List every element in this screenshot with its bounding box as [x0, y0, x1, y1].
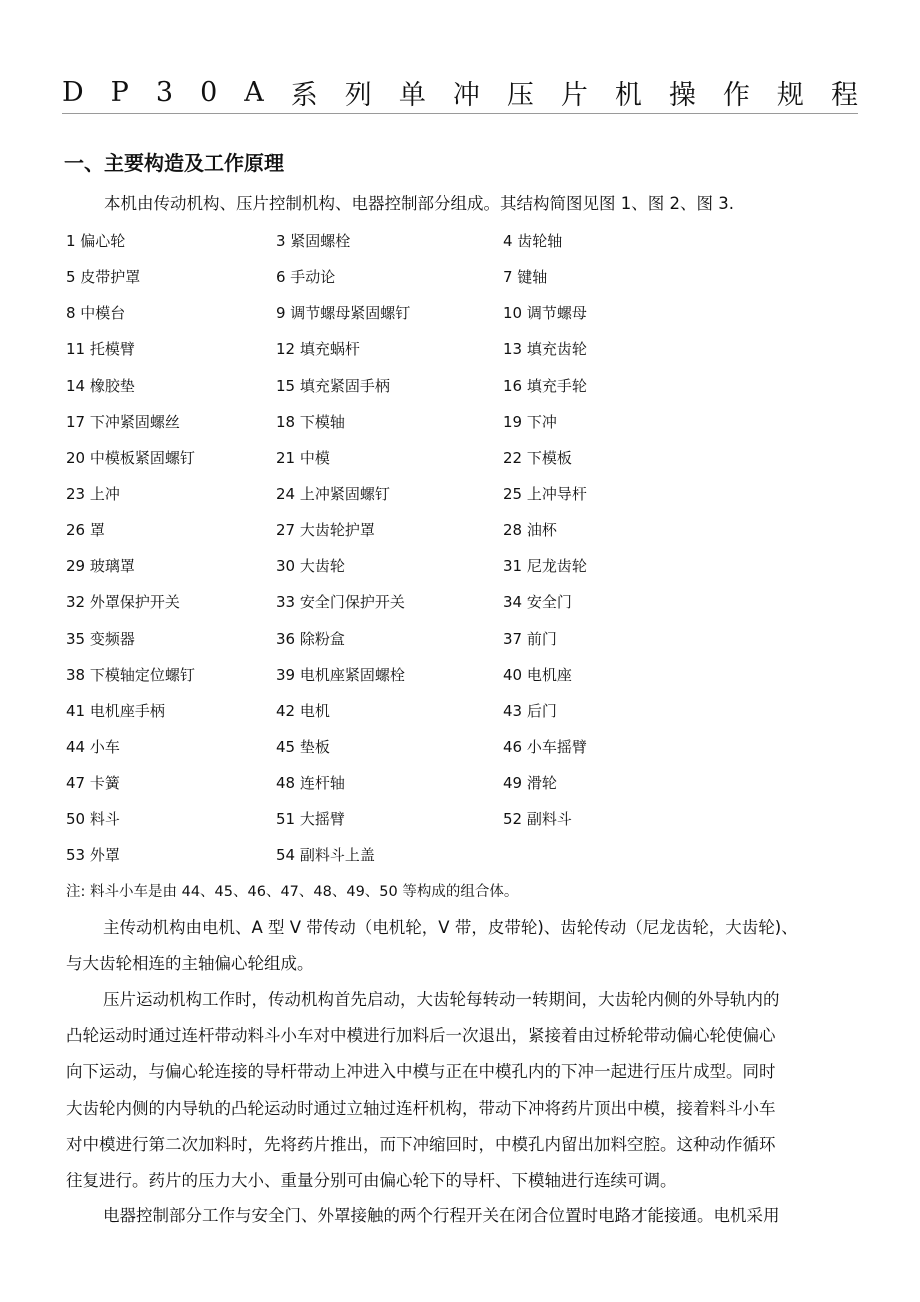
part-item: 9 调节螺母紧固螺钉 — [276, 304, 411, 323]
title-char: 作 — [722, 79, 750, 111]
part-item: 22 下模板 — [503, 448, 572, 467]
part-item: 34 安全门 — [503, 593, 572, 612]
title-char: P — [110, 76, 129, 108]
part-item: 12 填充蜗杆 — [276, 340, 360, 359]
part-item: 24 上冲紧固螺钉 — [276, 484, 390, 503]
part-item: 38 下模轴定位螺钉 — [66, 665, 195, 684]
parts-row — [66, 407, 866, 443]
part-item: 33 安全门保护开关 — [276, 593, 405, 612]
part-item: 3 紧固螺栓 — [276, 232, 351, 250]
part-item: 21 中模 — [276, 448, 330, 467]
part-item: 29 玻璃罩 — [66, 557, 135, 576]
part-item: 47 卡簧 — [66, 774, 120, 793]
document-title — [62, 70, 858, 114]
parts-row — [66, 587, 866, 623]
title-char: 系 — [290, 79, 318, 111]
paragraph-line: 压片运动机构工作时，传动机构首先启动，大齿轮每转动一转期间，大齿轮内侧的外导轨内的 — [103, 990, 780, 1009]
section-heading: 一、主要构造及工作原理 — [64, 151, 284, 175]
part-item: 44 小车 — [66, 737, 120, 756]
paragraph-pressing-mechanism — [66, 982, 858, 1199]
part-item: 54 副料斗上盖 — [276, 846, 375, 865]
parts-row — [66, 262, 866, 298]
intro-paragraph: 本机由传动机构、压片控制机构、电器控制部分组成。其结构简图见图 1、图 2、图 3. — [104, 194, 734, 213]
part-item: 4 齿轮轴 — [503, 232, 563, 250]
part-item: 45 垫板 — [276, 737, 330, 756]
parts-row — [66, 660, 866, 696]
title-divider — [62, 113, 858, 114]
part-item: 46 小车摇臂 — [503, 737, 587, 756]
part-item: 39 电机座紧固螺栓 — [276, 665, 405, 684]
title-char: 0 — [200, 76, 218, 108]
title-char: 冲 — [452, 79, 480, 111]
part-item: 6 手动论 — [276, 268, 336, 287]
title-char: 机 — [614, 79, 642, 111]
parts-row — [66, 804, 866, 840]
parts-row — [66, 551, 866, 587]
part-item: 48 连杆轴 — [276, 774, 345, 793]
parts-row — [66, 768, 866, 804]
part-item: 28 油杯 — [503, 521, 557, 540]
part-item: 30 大齿轮 — [276, 557, 345, 576]
part-item: 5 皮带护罩 — [66, 268, 141, 287]
part-item: 16 填充手轮 — [503, 376, 587, 395]
title-char: 单 — [398, 79, 426, 111]
parts-row — [66, 298, 866, 334]
part-item: 14 橡胶垫 — [66, 376, 135, 395]
title-char: 压 — [506, 79, 534, 111]
parts-row — [66, 696, 866, 732]
paragraph-electrical-control — [66, 1198, 858, 1234]
part-item: 18 下模轴 — [276, 412, 345, 431]
parts-note: 注: 料斗小车是由 44、45、46、47、48、49、50 等构成的组合体。 — [66, 884, 519, 900]
part-item: 19 下冲 — [503, 412, 557, 431]
title-char: 3 — [155, 76, 174, 108]
part-item: 41 电机座手柄 — [66, 701, 165, 720]
part-item: 11 托模臂 — [66, 340, 135, 359]
part-item: 25 上冲导杆 — [503, 484, 587, 503]
part-item: 23 上冲 — [66, 484, 120, 503]
paragraph-line: 大齿轮内侧的内导轨的凸轮运动时通过立轴过连杆机构，带动下冲将药片顶出中模，接着料斗小车 — [66, 1098, 776, 1118]
part-item: 51 大摇臂 — [276, 810, 345, 829]
part-item: 27 大齿轮护罩 — [276, 521, 375, 540]
part-item: 40 电机座 — [503, 665, 572, 684]
part-item: 7 键轴 — [503, 268, 548, 287]
title-char: D — [62, 76, 84, 108]
paragraph-line: 电器控制部分工作与安全门、外罩接触的两个行程开关在闭合位置时电路才能接通。电机采用 — [103, 1206, 780, 1225]
part-item: 52 副料斗 — [503, 810, 572, 829]
parts-row — [66, 479, 866, 515]
part-item: 8 中模台 — [66, 304, 126, 323]
title-char: 片 — [560, 79, 588, 111]
title-char: 规 — [776, 79, 804, 111]
paragraph-line: 往复进行。药片的压力大小、重量分别可由偏心轮下的导杆、下模轴进行连续可调。 — [66, 1171, 677, 1191]
parts-row — [66, 334, 866, 370]
part-item: 1 偏心轮 — [66, 232, 126, 250]
part-item: 36 除粉盒 — [276, 629, 345, 648]
part-item: 13 填充齿轮 — [503, 340, 587, 359]
title-char: 程 — [830, 79, 858, 111]
part-item: 42 电机 — [276, 701, 330, 720]
paragraph-line: 主传动机构由电机、A 型 V 带传动（电机轮，V 带，皮带轮)、齿轮传动（尼龙齿轮，大齿轮)、 — [103, 918, 798, 937]
title-char: 操 — [668, 79, 696, 111]
part-item: 43 后门 — [503, 701, 557, 720]
title-char: A — [244, 76, 264, 108]
paragraph-main-drive — [66, 910, 858, 982]
part-item: 20 中模板紧固螺钉 — [66, 448, 195, 467]
parts-row — [66, 371, 866, 407]
part-item: 31 尼龙齿轮 — [503, 557, 587, 576]
part-item: 15 填充紧固手柄 — [276, 376, 390, 395]
paragraph-line: 凸轮运动时通过连杆带动料斗小车对中模进行加料后一次退出，紧接着由过桥轮带动偏心轮使偏心 — [66, 1026, 776, 1046]
parts-row — [66, 840, 866, 876]
part-item: 37 前门 — [503, 629, 557, 648]
paragraph-line: 对中模进行第二次加料时，先将药片推出，而下冲缩回时，中模孔内留出加料空腔。这种动作循环 — [66, 1134, 776, 1154]
part-item: 50 料斗 — [66, 810, 120, 829]
paragraph-line: 与大齿轮相连的主轴偏心轮组成。 — [66, 954, 314, 974]
part-item: 49 滑轮 — [503, 774, 557, 793]
title-char: 列 — [344, 79, 372, 111]
parts-row — [66, 732, 866, 768]
parts-row — [66, 515, 866, 551]
paragraph-line: 向下运动，与偏心轮连接的导杆带动上冲进入中模与正在中模孔内的下冲一起进行压片成型。同时 — [66, 1062, 776, 1082]
part-item: 32 外罩保护开关 — [66, 593, 180, 612]
parts-row — [66, 226, 866, 262]
parts-list — [66, 226, 866, 877]
parts-row — [66, 443, 866, 479]
part-item: 10 调节螺母 — [503, 304, 587, 323]
part-item: 17 下冲紧固螺丝 — [66, 412, 180, 431]
part-item: 26 罩 — [66, 521, 105, 540]
part-item: 35 变频器 — [66, 629, 135, 648]
part-item: 53 外罩 — [66, 846, 120, 865]
parts-row — [66, 624, 866, 660]
